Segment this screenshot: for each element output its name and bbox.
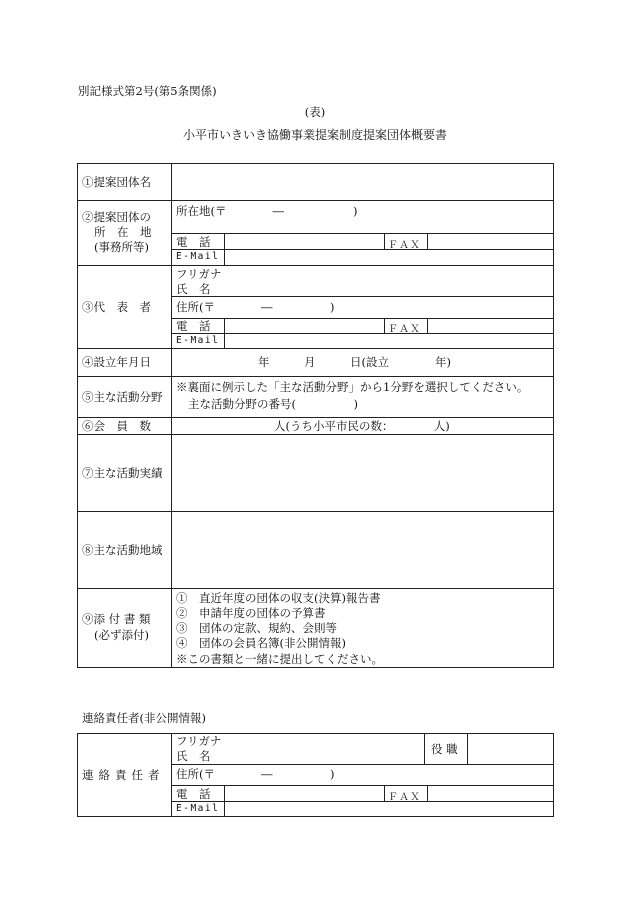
form-id: 別記様式第2号(第5条関係) [78,84,217,98]
rep-furigana-label: フリガナ [176,267,222,281]
contact-email-label: E-Mail [176,803,220,814]
row2-label-line3: (事務所等) [94,240,149,254]
contact-label [82,768,166,782]
row2-label-line2: 所 在 地 [94,225,152,239]
contact-phone-label: 電 話 [176,787,211,801]
rep-phone-label: 電 話 [176,319,211,333]
office-phone-label: 電 話 [176,235,211,249]
office-fax-label: ＦＡＸ [388,240,421,251]
row8-label: ⑧主な活動地域 [82,543,163,557]
row9-label-line1: ⑨添 付 書 類 [82,612,151,626]
office-address-field[interactable]: 所在地(〒 ― ) [176,204,358,218]
office-email-label: E-Mail [176,251,220,262]
row7-label: ⑦主な活動実績 [82,466,163,480]
contact-role-label: 役 職 [431,742,458,756]
office-email-field[interactable] [225,250,553,264]
attachment-item: ① 直近年度の団体の収支(決算)報告書 [176,591,381,605]
contact-name-field[interactable] [230,734,422,763]
side-label: (表) [304,105,326,119]
row6-label: ⑥会 員 数 [82,419,151,433]
rep-name-field[interactable] [230,266,553,295]
document-title: 小平市いきいき協働事業提案制度提案団体概要書 [182,128,447,142]
contact-name-label: 氏 名 [176,749,211,763]
row5-label: ⑤主な活動分野 [82,390,163,404]
rep-email-label: E-Mail [176,335,220,346]
member-count-field[interactable]: 人(うち小平市民の数： 人) [274,419,450,433]
rep-name-label: 氏 名 [176,282,211,296]
row2-label-line1: ②提案団体の [82,210,151,224]
label-column-divider [171,163,172,668]
office-fax-field[interactable] [428,234,553,248]
attachment-item: ③ 団体の定款、規約、会則等 [176,621,337,635]
rep-phone-field[interactable] [225,319,383,332]
rep-fax-label: ＦＡＸ [388,324,421,335]
establishment-date-field[interactable]: 年 月 日(設立 年) [258,355,451,369]
attachment-item: ② 申請年度の団体の予算書 [176,606,326,620]
contact-label-text: 連絡責任者 [82,768,165,782]
rep-address-field[interactable]: 住所(〒 ― ) [176,300,335,314]
row3-label: ③代 表 者 [82,300,151,314]
row4-label: ④設立年月日 [82,355,151,369]
activity-field-instruction: ※裏面に例示した「主な活動分野」から1分野を選択してください。 [176,380,529,394]
contact-fax-label: ＦＡＸ [388,792,421,803]
contact-role-field[interactable] [468,734,553,763]
activity-record-field[interactable] [172,435,553,510]
activity-area-field[interactable] [172,512,553,587]
contact-fax-field[interactable] [428,786,553,800]
contact-heading: 連絡責任者(非公開情報) [82,711,206,725]
organization-name-field[interactable] [172,164,553,200]
attachment-item: ④ 団体の会員名簿(非公開情報) [176,636,346,650]
attachment-note: ※この書類と一緒に提出してください。 [176,652,383,666]
contact-phone-field[interactable] [225,786,383,800]
rep-fax-field[interactable] [428,319,553,332]
contact-email-field[interactable] [225,802,553,816]
row1-label: ①提案団体名 [82,175,151,189]
office-phone-field[interactable] [225,234,383,248]
contact-address-field[interactable]: 住所(〒 ― ) [176,767,335,781]
row9-label-line2: (必ず添付) [94,628,149,642]
contact-furigana-label: フリガナ [176,734,222,748]
activity-field-number-field[interactable]: 主な活動分野の番号( ) [188,397,358,411]
rep-email-field[interactable] [225,334,553,347]
